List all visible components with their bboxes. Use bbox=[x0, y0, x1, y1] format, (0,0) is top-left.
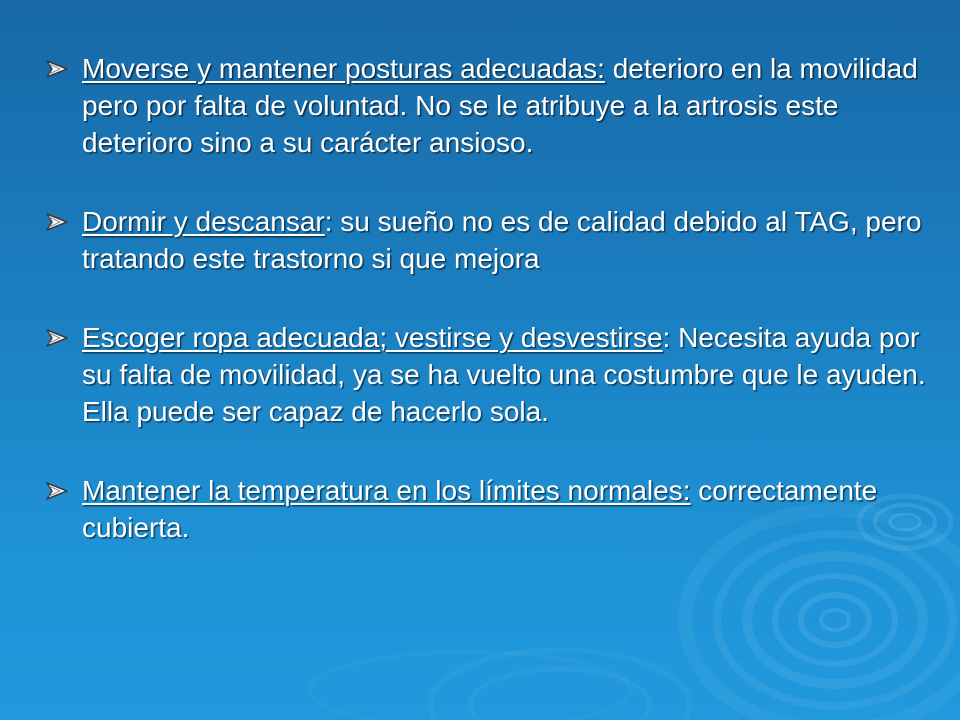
bullet-heading: Mantener la temperatura en los límites normales: bbox=[82, 475, 691, 506]
bullet-item-moverse bbox=[46, 50, 926, 161]
bullet-list bbox=[46, 50, 926, 546]
bullet-text: deterioro en la movilidad pero por falta de voluntad. No se le atribuye a la artrosis este deterioro sino a su carácter ansioso. bbox=[82, 53, 918, 158]
bullet-text: su sueño no es de calidad debido al TAG, pero tratando este trastorno si que mejora bbox=[82, 206, 922, 274]
bullet-separator: : bbox=[662, 322, 671, 353]
arrow-right-icon bbox=[46, 482, 68, 500]
bullet-item-dormir bbox=[46, 203, 926, 277]
arrow-right-icon bbox=[46, 329, 68, 347]
bullet-text: Necesita ayuda por su falta de movilidad, ya se ha vuelto una costumbre que le ayuden. Ella puede ser capaz de hacerlo sola. bbox=[82, 322, 926, 427]
bullet-item-temperatura bbox=[46, 472, 926, 546]
arrow-right-icon bbox=[46, 60, 68, 78]
bullet-heading: Escoger ropa adecuada; vestirse y desvestirse bbox=[82, 322, 663, 353]
bullet-separator: : bbox=[324, 206, 333, 237]
bullet-heading: Moverse y mantener posturas adecuadas: bbox=[82, 53, 605, 84]
bullet-text: correctamente cubierta. bbox=[82, 475, 878, 543]
arrow-right-icon bbox=[46, 213, 68, 231]
bullet-heading: Dormir y descansar bbox=[82, 206, 325, 237]
bullet-item-escoger-ropa bbox=[46, 319, 926, 430]
